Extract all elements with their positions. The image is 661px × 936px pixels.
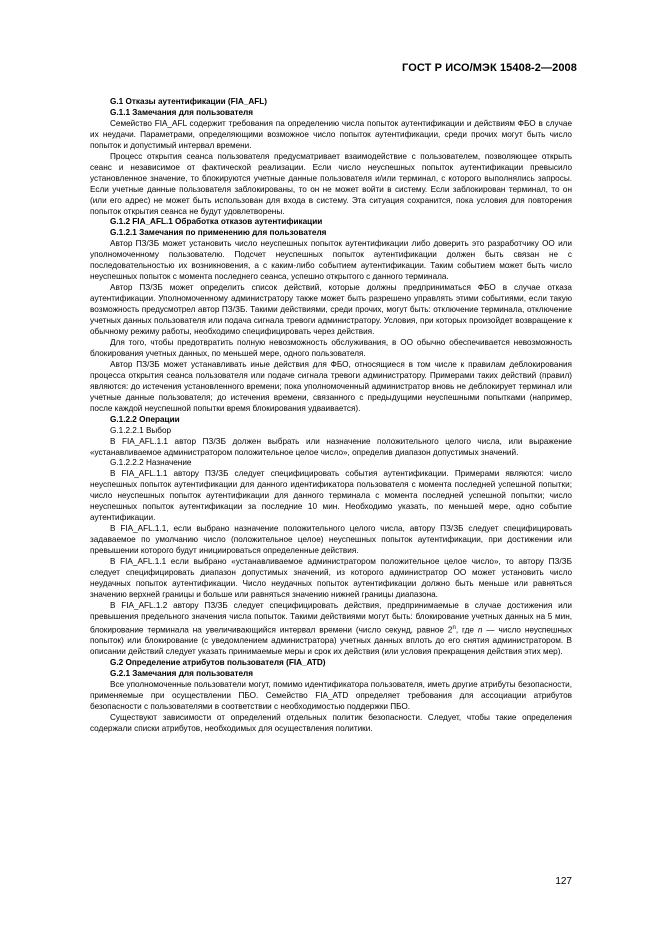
subsection-heading-g1-2: G.1.2 FIA_AFL.1 Обработка отказов аутентификации [110,217,323,227]
paragraph: Автор ПЗ/ЗБ может установить число неуспешных попыток аутентификации либо доверить это разработчику ОО или уполномоченному пользователю. Подсчет неуспешных попыток аутентификации должен быть связан не с последовательностью их возникновения, а с каким-либо событием аутентификации. Таким событием может быть число неуспешных попыток с момента последнего сеанса, успешно открытого с данного терминала. [90,239,572,282]
paragraph: В FIA_AFL.1.1 автор ПЗ/ЗБ должен выбрать или назначение положительного целого числа, или выражение «устанавливаемое администратором положительное целое число», определив диапазон допустимых значений. [90,436,572,457]
page-number: 127 [555,876,572,887]
page-header: ГОСТ Р ИСО/МЭК 15408-2—2008 [402,62,577,74]
paragraph: Процесс открытия сеанса пользователя предусматривает взаимодействие с пользователем, позволяющее открыть сеанс и независимое от фактической реализации. Если число неуспешных попыток аутентификации превысило установленное значение, то блокируются учетные данные пользователя и/или терминал, с которого выполнялись запросы. Если учетные данные пользователя заблокированы, то он не может войти в систему. Если заблокирован терминал, то он (или его адрес) не может быть использован для входа в систему. Эта ситуация сохранится, пока условия для повторения попыток открытия сеанса не будут удовлетворены. [90,151,572,216]
text-run: , где [455,625,478,635]
section-heading-g1: G.1 Отказы аутентификации (FIA_AFL) [110,97,268,106]
subsection-heading-g1-2-2: G.1.2.2 Операции [110,414,180,424]
italic-variable: n [477,625,483,635]
paragraph: В FIA_AFL.1.1, если выбрано назначение положительного целого числа, автору ПЗ/ЗБ следует специфицировать задаваемое по умолчанию число (положительное целое) неуспешных попыток аутентификации, при достижении или превышении которого будут инициироваться определенные действия. [90,524,572,556]
clause-heading-g1-2-2-2: G.1.2.2.2 Назначение [110,458,192,468]
paragraph: Семейство FIA_AFL содержит требования па определению числа попыток аутентификации и действиям ФБО в случае их неудачи. Параметрами, определяющими возможное число попыток аутентификации, среди прочих могут быть число попыток и допустимый интервал времени. [90,118,572,150]
paragraph: Существуют зависимости от определений отдельных политик безопасности. Следует, чтобы такие определения содержали списки атрибутов, необходимых для осуществления политики. [90,713,572,734]
subsection-heading-g1-2-1: G.1.2.1 Замечания по применению для пользователя [110,228,327,238]
paragraph: В FIA_AFL.1.1 если выбрано «устанавливаемое администратором положительное целое число», то автору ПЗ/ЗБ следует специфицировать диапазон допустимых значений, из которого администратор ОО может установить число неудачных попыток аутентификации. Число неудачных попыток аутентификации должно быть меньше или равняться значению верхней границы и больше или равняться значению нижней границы диапазона. [90,557,572,599]
paragraph: Все уполномоченные пользователи могут, помимо идентификатора пользователя, иметь другие атрибуты безопасности, применяемые при осуществлении ПБО. Семейство FIA_ATD определяет требования для ассоциации атрибутов безопасности с пользователями в соответствии с необходимостью поддержки ПБО. [90,680,572,712]
superscript: n [452,624,456,631]
paragraph [90,601,572,659]
page-content [90,97,572,735]
text-run: В FIA_AFL.1.2 автору ПЗ/ЗБ следует специфицировать действия, предпринимаемые в случае достижения или превышения предельного значения числа попыток. Такими действиями могут быть: блокирование учетных данных на 5 мин, блокирование терминала на увеличивающийся интервал времени (число секунд, равное 2 [90,600,572,635]
subsection-heading-g1-1: G.1.1 Замечания для пользователя [110,107,254,117]
paragraph: В FIA_AFL.1.1 автору ПЗ/ЗБ следует специфицировать события аутентификации. Примерами являются: число неуспешных попыток аутентификации для данного идентификатора пользователя с момента последней успешной попытки; число неуспешных попыток аутентификации для данного терминала с момента последней успешной попытки; число неуспешных попыток аутентификации за последние 10 мин. Необходимо указать, по меньшей мере, одно событие аутентификации. [90,469,572,523]
text-run: — число неуспешных попыток) или блокирование (с уведомлением администратора) учетных данных вплоть до его снятия администратором. В описании действий следует указать принимаемые меры и срок их действия (или условия прекращения действия этих мер). [90,625,572,657]
paragraph: Автор ПЗ/ЗБ может устанавливать иные действия для ФБО, относящиеся в том числе к правилам деблокирования процесса открытия сеанса пользователя или подаче сигнала тревоги администратору. Примерами таких действий (правил) являются: до истечения установленного времени; пока уполномоченный администратор вновь не деблокирует терминал или учетные данные пользователя; до истечения времени, связанного с предыдущими неуспешными попытками (например, после каждой неуспешной попытки время блокирования удваивается). [90,359,572,413]
clause-heading-g1-2-2-1: G.1.2.2.1 Выбор [110,425,172,435]
section-heading-g2: G.2 Определение атрибутов пользователя (FIA_ATD) [110,658,326,668]
paragraph: Для того, чтобы предотвратить полную невозможность обслуживания, в ОО обычно обеспечивается невозможность блокирования учетных данных, по меньшей мере, одного пользователя. [90,337,572,358]
subsection-heading-g2-1: G.2.1 Замечания для пользователя [110,669,254,679]
paragraph: Автор ПЗ/ЗБ может определить список действий, которые должны предприниматься ФБО в случае отказа аутентификации. Уполномоченному администратору также может быть разрешено управлять этими событиями, если такую возможность предусмотрел автор ПЗ/ЗБ. Такими действиями, среди прочих, могут быть: отключение терминала, отключение учетных данных пользователя или подача сигнала тревоги администратору. Условия, при которых произойдет возвращение к обычному режиму работы, необходимо специфицировать через действия. [90,283,572,337]
